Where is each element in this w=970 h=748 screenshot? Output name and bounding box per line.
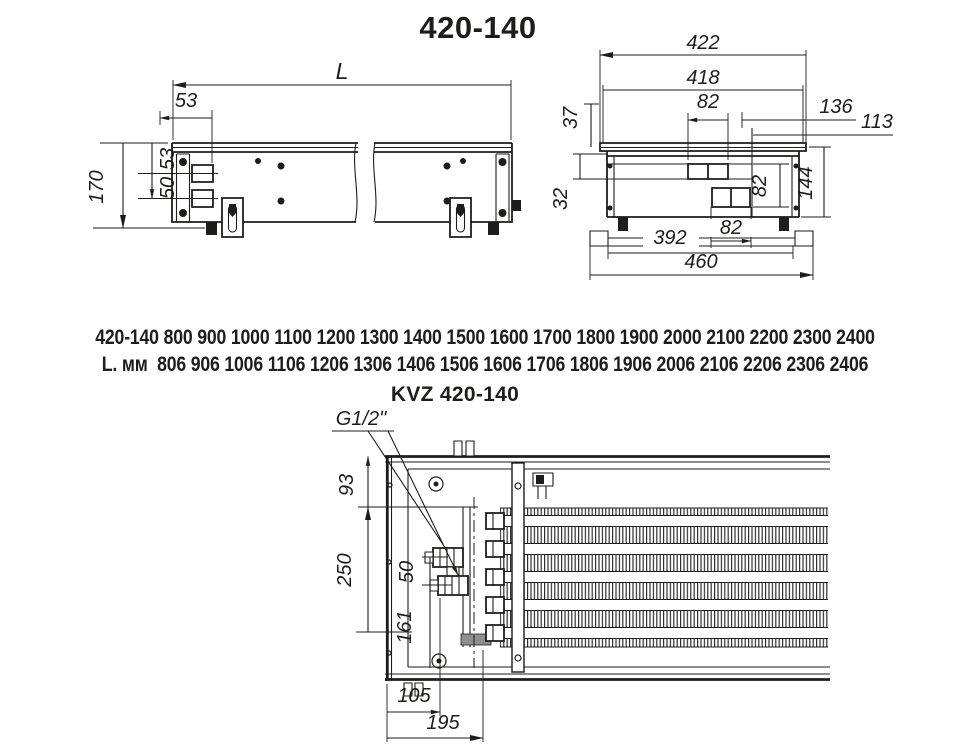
dim-edge-to-ports-1: 136 (819, 96, 853, 118)
size-table-row-length (78, 353, 893, 377)
size-table-row-type (78, 326, 893, 350)
dim-port-pair-width: 82 (696, 91, 720, 113)
dim-side-clearance: 32 (550, 187, 572, 211)
dim-fitting-spacing: 50 (396, 560, 418, 584)
plan-view-title: KVZ 420-140 (390, 383, 520, 406)
page-title: 420-140 (419, 10, 537, 45)
end-body-outline (600, 143, 806, 217)
support-strip (512, 463, 524, 672)
dim-top-offset: 93 (336, 473, 358, 497)
bracket-pins (229, 204, 464, 217)
side-feet (206, 200, 521, 235)
pipe-fittings (425, 548, 468, 595)
dim-height: 170 (86, 170, 108, 204)
dim-fitting-to-bottom: 161 (394, 610, 416, 644)
dim-bottom-port-width: 82 (719, 217, 743, 239)
hanger-bracket-hole (536, 475, 544, 484)
size-table-type-label: 420-140 (95, 326, 159, 349)
dim-port-top-offset: 53 (157, 147, 179, 171)
end-base-channel (590, 231, 813, 246)
plan-view-drawing (332, 408, 830, 742)
size-table-length-values: 806 906 1006 1106 1206 1306 1406 1506 1606 1706 1806 1906 2006 2106 2206 2306 2406 (157, 353, 869, 376)
dim-length-label: L (335, 58, 349, 84)
dim-thread-size: G1/2" (335, 408, 387, 430)
dim-port-rows-height: 82 (749, 174, 771, 198)
dim-edge-to-exchanger: 195 (426, 712, 460, 734)
end-view-drawing (550, 32, 893, 280)
side-connection-ports (192, 165, 213, 207)
dim-top-clearance: 37 (560, 106, 582, 130)
dim-overall-width: 422 (686, 32, 720, 54)
dim-edge-to-ports-2: 113 (861, 111, 893, 133)
end-upper-ports (688, 164, 728, 179)
side-view-drawing (86, 58, 521, 237)
size-table-type-values: 800 900 1000 1100 1200 1300 1400 1500 1600 1700 1800 1900 2000 2100 2200 2300 2400 (163, 326, 875, 349)
end-body-details (600, 128, 806, 217)
dim-base-inner-width: 392 (653, 227, 687, 249)
dim-grille-width: 418 (686, 67, 720, 89)
size-table-length-label: L. мм (101, 353, 148, 376)
dim-port-spacing: 50 (157, 176, 179, 200)
dim-body-height: 144 (795, 166, 817, 200)
dim-base-width: 460 (684, 251, 718, 273)
end-lower-ports (712, 188, 750, 207)
dim-depth: 250 (334, 553, 356, 587)
dim-edge-to-fitting: 105 (397, 685, 431, 707)
dim-end-offset: 53 (174, 90, 198, 112)
